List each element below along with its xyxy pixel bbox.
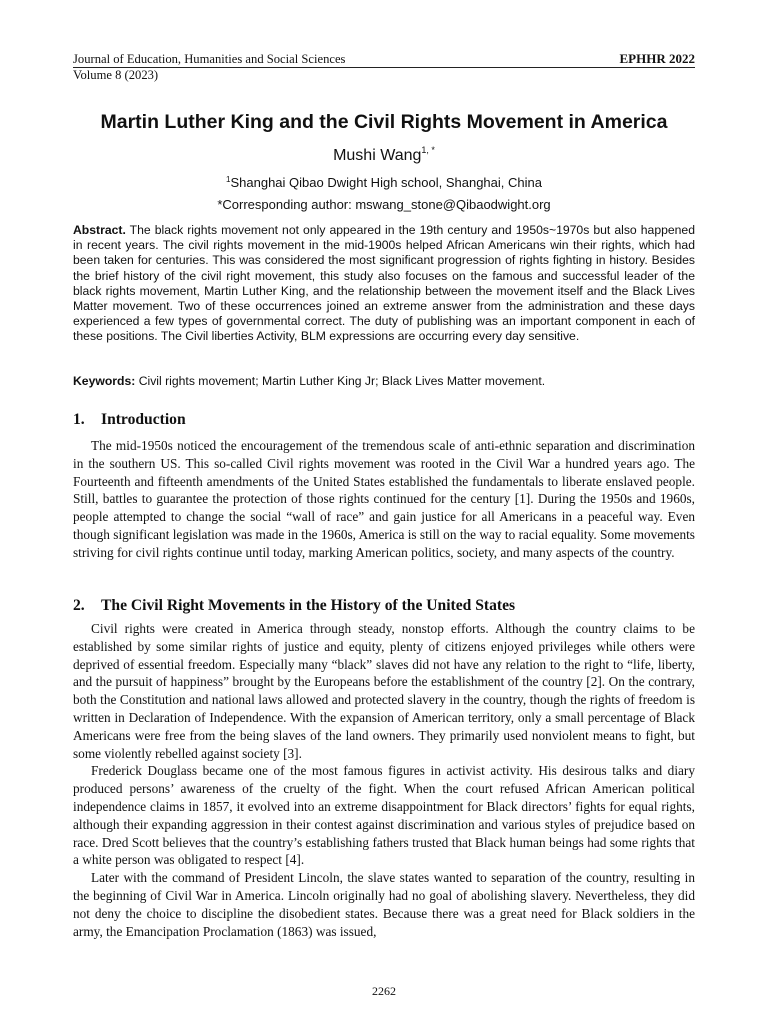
journal-name: Journal of Education, Humanities and Social Sciences [73,52,346,66]
author-line [40,146,728,166]
section-number: 2. [73,597,85,614]
corresponding-author: *Corresponding author: mswang_stone@Qibaodwight.org [217,197,551,212]
affiliation-superscript: 1 [226,175,231,184]
section-body-history [73,620,695,940]
affiliation [40,174,728,191]
section-body-introduction [73,437,695,562]
conference-name: EPHHR 2022 [619,51,695,66]
running-header [73,51,695,67]
page-number: 2262 [372,984,396,998]
paragraph: Frederick Douglass became one of the most famous figures in activist activity. His desirous talks and diary produced persons’ awareness of the cruelty of the fight. When the court refused African American political independence claims in 1857, it evolved into an extreme disappointment for Black directors’ fights for equal rights, although their expanding aggression in their contest against discrimination and various styles of prejudice based on race. Dred Scott believes that the country’s establishing fathers trusted that Black human beings had some rights that a white person was obligated to respect [4]. [73,763,695,868]
volume-label: Volume 8 (2023) [73,68,159,82]
author-superscript: 1, * [421,145,435,155]
abstract [73,223,695,345]
section-number: 1. [73,411,85,428]
section-title: The Civil Right Movements in the History of the United States [101,597,516,614]
paper-title: Martin Luther King and the Civil Rights Movement in America [100,111,668,133]
paragraph: The mid-1950s noticed the encouragement of the tremendous scale of anti-ethnic separation and discrimination in the southern US. This so-called Civil rights movement was rooted in the Civil War a hundred years ago. The Fourteenth and fifteenth amendments of the United States established the fundamentals to liberate enslaved people. Still, battles to guarantee the protection of those rights continued for the century [1]. During the 1950s and 1960s, people attempted to change the social “wall of race” and gain justice for all Americans in a peaceful way. Even though significant legislation was made in the 1960s, America is still on the way to racial equality. Some movements striving for civil rights continue until today, marking American politics, society, and many aspects of the country. [73,438,695,560]
abstract-label: Abstract. [73,223,126,237]
author-name: Mushi Wang [333,147,422,164]
keywords-label: Keywords: [73,374,136,388]
header-rule [73,67,695,68]
keywords-text: Civil rights movement; Martin Luther King Jr; Black Lives Matter movement. [138,374,546,388]
section-heading-history [73,596,695,616]
keywords [73,373,695,389]
paragraph: Civil rights were created in America through steady, nonstop efforts. Although the country claims to be established by some similar rights of justice and equity, plenty of citizens enjoyed privileges while others were deprived of essential freedom. Especially many “black” slaves did not have any relation to the right to “life, liberty, and the pursuit of happiness” brought by the Europeans before the establishment of the country [2]. On the contrary, both the Constitution and national laws allowed and protected slavery in the country, though the rights of freedom is written in Declaration of Independence. With the expansion of American territory, only a small percentage of Black Americans were free from the being slaves of the land owners. They primarily used nonviolent means to fight, but some violently rebelled against society [3]. [73,621,695,761]
paragraph: Later with the command of President Lincoln, the slave states wanted to separation of the country, resulting in the beginning of Civil War in America. Lincoln originally had no goal of abolishing slavery. Nevertheless, they did not deny the choice to discipline the disobedient states. Because there was a great need for Black soldiers in the army, the Emancipation Proclamation (1863) was issued, [73,870,695,939]
affiliation-text: Shanghai Qibao Dwight High school, Shanghai, China [230,175,542,190]
section-title: Introduction [101,411,186,428]
section-heading-introduction [73,410,695,430]
abstract-text: The black rights movement not only appeared in the 19th century and 1950s~1970s but also happened in recent years. The civil rights movement in the mid-1900s helped African Americans win their rights, which had been taken for centuries. This was considered the most significant progression of rights fighting in history. Besides the brief history of the civil right movement, this study also focuses on the famous and successful leader of the black rights movement, Martin Luther King, and the relationship between the movement itself and the Black Lives Matter movement. Two of these occurrences joined an extreme answer from the administration and these days experienced a few types of governmental correct. The duty of publishing was an important component in each of these positions. The Civil liberties Activity, BLM expressions are occurring every day sensitive. [73,223,695,344]
